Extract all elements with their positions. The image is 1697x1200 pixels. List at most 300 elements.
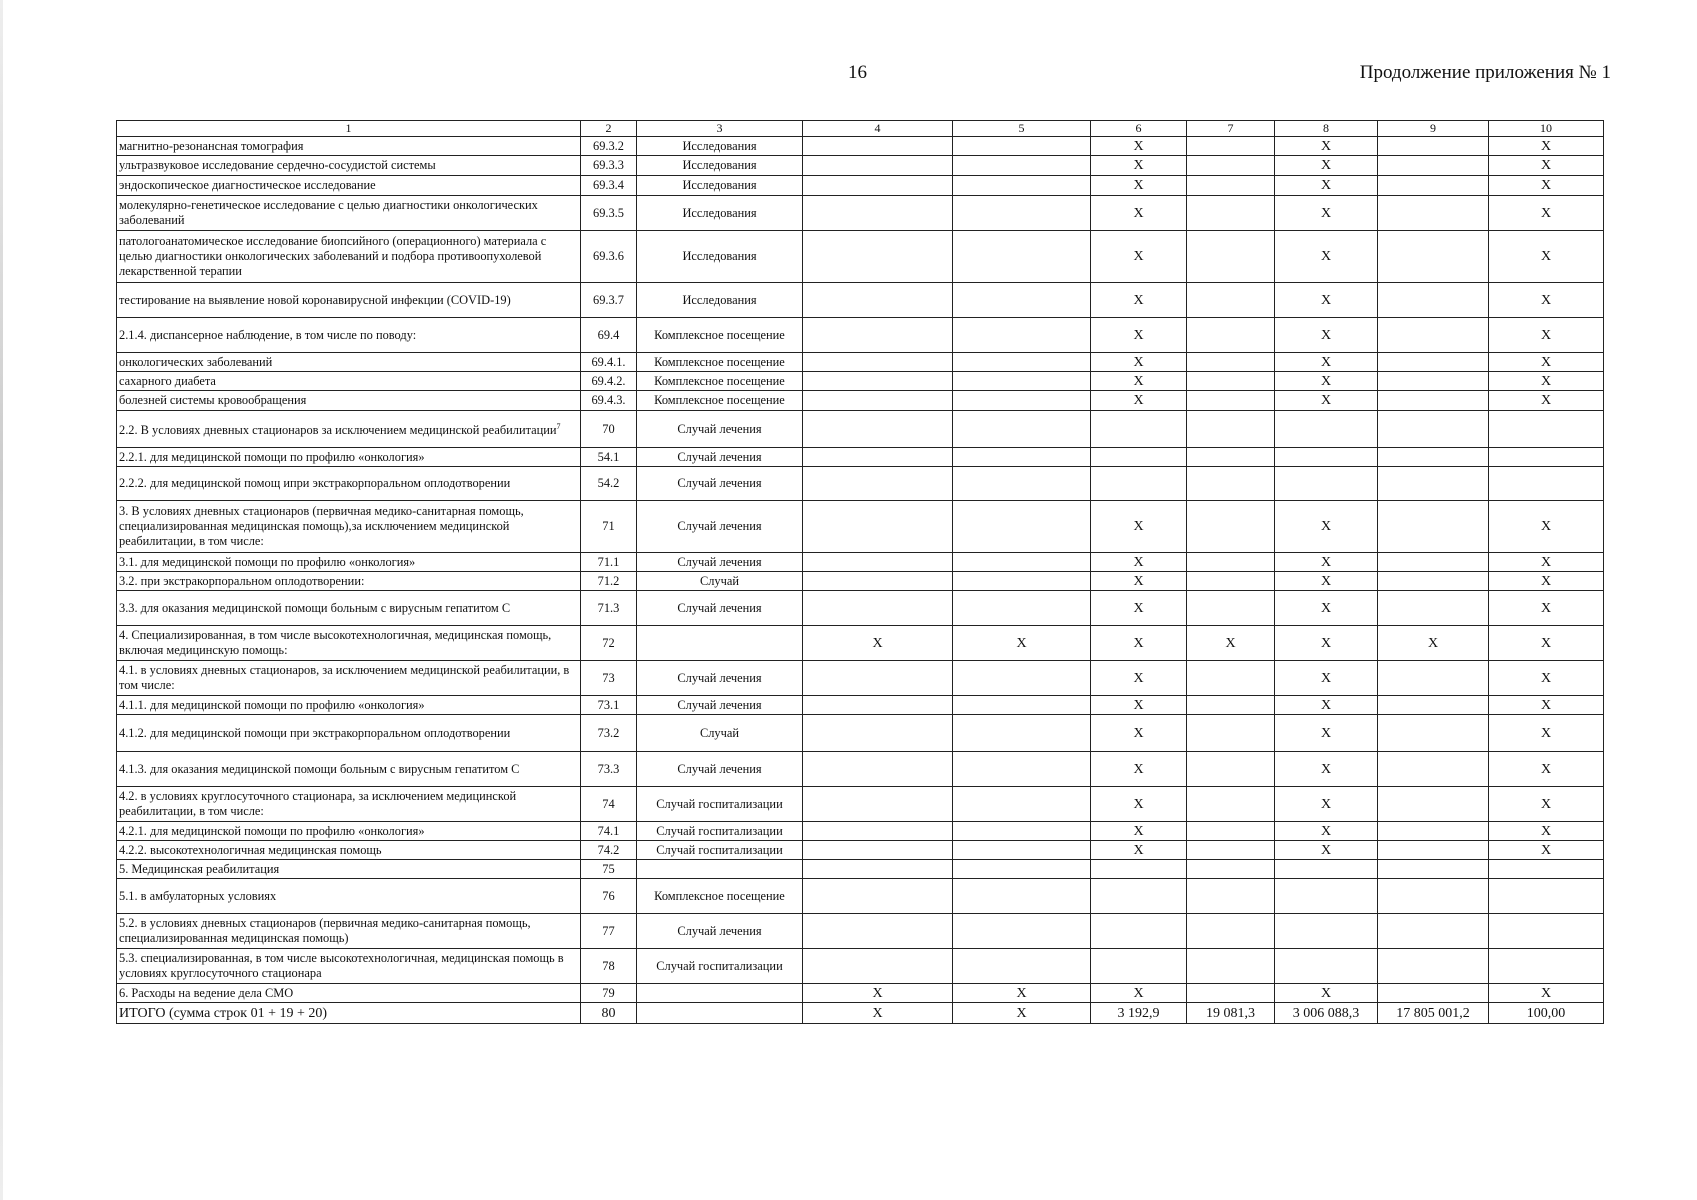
cell-text: X — [1540, 205, 1552, 221]
cell-text: X — [1540, 761, 1552, 777]
cell-text: X — [1133, 635, 1144, 651]
row-col9 — [1378, 231, 1489, 283]
cell-text: Исследования — [682, 138, 757, 153]
cell-text: 4.1.2. для медицинской помощи при экстракорпоральном оплодотворении — [119, 725, 511, 740]
total-col7: 19 081,3 — [1187, 1003, 1275, 1024]
table-row — [117, 156, 1604, 176]
cell-text: X — [1540, 158, 1552, 173]
table-row — [117, 391, 1604, 411]
appendix-title: Продолжение приложения № 1 — [1359, 62, 1611, 83]
column-header-6: 6 — [1091, 121, 1187, 137]
row-col8 — [1275, 914, 1378, 949]
row-name — [117, 196, 581, 231]
cell-text: магнитно-резонансная томография — [119, 138, 304, 153]
row-col10 — [1489, 196, 1604, 231]
cell-text: 78 — [602, 958, 615, 973]
row-col4 — [803, 372, 953, 391]
cell-text: Исследования — [682, 158, 757, 172]
cell-text: X — [872, 985, 883, 1001]
cell-text: X — [1133, 796, 1144, 812]
cell-text: 77 — [602, 923, 615, 938]
row-unit — [637, 448, 803, 467]
cell-text: молекулярно-генетическое исследование с целью диагностики онкологических заболеваний — [119, 198, 538, 227]
table-row — [117, 176, 1604, 196]
row-unit — [637, 156, 803, 176]
table-row — [117, 467, 1604, 501]
table-row — [117, 860, 1604, 879]
row-col6 — [1091, 787, 1187, 822]
row-col8 — [1275, 984, 1378, 1003]
row-col10 — [1489, 949, 1604, 984]
row-col5 — [953, 283, 1091, 318]
row-col10 — [1489, 391, 1604, 411]
page-number: 16 — [848, 62, 867, 83]
cell-text: 76 — [602, 888, 615, 903]
cell-text: X — [1225, 635, 1236, 651]
row-col8 — [1275, 860, 1378, 879]
row-col6 — [1091, 231, 1187, 283]
cell-text: X — [1320, 725, 1332, 741]
row-col5 — [953, 501, 1091, 553]
row-col8 — [1275, 231, 1378, 283]
row-name — [117, 318, 581, 353]
row-col9 — [1378, 283, 1489, 318]
row-code — [581, 949, 637, 984]
row-col9 — [1378, 372, 1489, 391]
row-col10 — [1489, 501, 1604, 553]
column-header-3: 3 — [637, 121, 803, 137]
cell-text: 6. Расходы на ведение дела СМО — [119, 985, 294, 1000]
cell-text: X — [1133, 519, 1144, 534]
cell-text: 54.1 — [597, 449, 620, 464]
row-col4 — [803, 591, 953, 626]
cell-text: Случай лечения — [677, 600, 762, 615]
cell-text: Исследования — [682, 292, 757, 307]
row-col4 — [803, 467, 953, 501]
column-header-7: 7 — [1187, 121, 1275, 137]
total-name: ИТОГО (сумма строк 01 + 19 + 20) — [117, 1003, 581, 1024]
table-row — [117, 715, 1604, 752]
cell-text: 73.3 — [597, 761, 620, 776]
row-name — [117, 353, 581, 372]
row-name — [117, 696, 581, 715]
row-code — [581, 572, 637, 591]
row-col6 — [1091, 501, 1187, 553]
cell-text: X — [1540, 373, 1552, 389]
cell-text: 4.1.3. для оказания медицинской помощи больным с вирусным гепатитом С — [119, 761, 520, 776]
row-unit — [637, 411, 803, 448]
row-code — [581, 391, 637, 411]
row-unit — [637, 591, 803, 626]
row-col4 — [803, 715, 953, 752]
row-col10 — [1489, 715, 1604, 752]
cell-text: X — [1540, 327, 1552, 343]
row-col9 — [1378, 661, 1489, 696]
row-col8 — [1275, 752, 1378, 787]
cell-text: 3.1. для медицинской помощи по профилю «онкология» — [119, 554, 416, 569]
cell-text: 72 — [602, 635, 615, 650]
cell-text: 3.2. при экстракорпоральном оплодотворении: — [119, 573, 365, 588]
row-col6 — [1091, 696, 1187, 715]
row-name — [117, 448, 581, 467]
row-col5 — [953, 467, 1091, 501]
cell-text: X — [1133, 985, 1144, 1001]
row-unit — [637, 879, 803, 914]
cell-text: X — [1133, 600, 1144, 616]
row-col4 — [803, 137, 953, 156]
column-header-9: 9 — [1378, 121, 1489, 137]
cell-text: X — [1540, 178, 1552, 193]
cell-text: X — [1320, 138, 1332, 154]
cell-text: 69.3.7 — [593, 292, 624, 307]
data-table — [116, 120, 1604, 1024]
row-col7 — [1187, 372, 1275, 391]
cell-text: X — [1320, 327, 1332, 343]
cell-text: Случай госпитализации — [656, 842, 783, 857]
row-code — [581, 501, 637, 553]
scan-edge — [0, 0, 3, 1200]
cell-text: 69.4.2. — [591, 373, 626, 388]
row-unit — [637, 196, 803, 231]
row-col8 — [1275, 283, 1378, 318]
row-col7 — [1187, 283, 1275, 318]
row-code — [581, 353, 637, 372]
cell-text: X — [1320, 354, 1332, 370]
cell-text: X — [1320, 178, 1332, 193]
cell-text: X — [1016, 985, 1027, 1001]
cell-text: X — [1320, 823, 1332, 839]
cell-text: 5. Медицинская реабилитация — [119, 861, 280, 876]
row-col8 — [1275, 661, 1378, 696]
row-code — [581, 661, 637, 696]
row-col7 — [1187, 715, 1275, 752]
row-col5 — [953, 448, 1091, 467]
row-name — [117, 787, 581, 822]
row-col5 — [953, 137, 1091, 156]
row-unit — [637, 372, 803, 391]
table-row — [117, 501, 1604, 553]
total-col9: 17 805 001,2 — [1378, 1003, 1489, 1024]
table-row — [117, 752, 1604, 787]
row-code — [581, 984, 637, 1003]
row-col8 — [1275, 156, 1378, 176]
row-name — [117, 572, 581, 591]
row-name — [117, 841, 581, 860]
cell-text: X — [1540, 670, 1552, 686]
row-col4 — [803, 879, 953, 914]
row-col4 — [803, 231, 953, 283]
total-row — [117, 1003, 1604, 1024]
row-col6 — [1091, 353, 1187, 372]
row-col7 — [1187, 860, 1275, 879]
row-name — [117, 752, 581, 787]
row-col4 — [803, 283, 953, 318]
row-unit — [637, 353, 803, 372]
table-row — [117, 196, 1604, 231]
row-col4 — [803, 860, 953, 879]
cell-text: X — [1133, 327, 1144, 343]
cell-text: X — [1540, 138, 1552, 154]
row-col6 — [1091, 661, 1187, 696]
cell-text: X — [1320, 796, 1332, 812]
cell-text: X — [1540, 635, 1552, 651]
row-col6 — [1091, 860, 1187, 879]
column-header-10: 10 — [1489, 121, 1604, 137]
cell-text: X — [1320, 158, 1332, 173]
cell-text: 73 — [602, 670, 615, 685]
column-header-4: 4 — [803, 121, 953, 137]
table-row — [117, 572, 1604, 591]
row-unit — [637, 467, 803, 501]
cell-text: 74.2 — [597, 842, 620, 857]
row-name — [117, 372, 581, 391]
row-col9 — [1378, 914, 1489, 949]
cell-text: эндоскопическое диагностическое исследование — [119, 178, 376, 192]
total-code: 80 — [581, 1003, 637, 1024]
row-col5 — [953, 949, 1091, 984]
row-col9 — [1378, 467, 1489, 501]
cell-text: Случай лечения — [677, 519, 762, 533]
table-row — [117, 696, 1604, 715]
cell-text: X — [1540, 725, 1552, 741]
cell-text: X — [1133, 823, 1144, 839]
row-col7 — [1187, 391, 1275, 411]
row-col4 — [803, 572, 953, 591]
row-col7 — [1187, 156, 1275, 176]
row-col10 — [1489, 696, 1604, 715]
row-col7 — [1187, 176, 1275, 196]
row-col6 — [1091, 283, 1187, 318]
row-col6 — [1091, 467, 1187, 501]
row-col5 — [953, 353, 1091, 372]
row-col9 — [1378, 318, 1489, 353]
cell-text: Случай лечения — [677, 761, 762, 776]
cell-text: X — [1320, 697, 1332, 713]
row-col8 — [1275, 448, 1378, 467]
row-col5 — [953, 787, 1091, 822]
cell-text: X — [1540, 519, 1552, 534]
row-name — [117, 501, 581, 553]
cell-text: ультразвуковое исследование сердечно-сосудистой системы — [119, 158, 436, 172]
row-col5 — [953, 860, 1091, 879]
row-col6 — [1091, 822, 1187, 841]
row-col5 — [953, 626, 1091, 661]
cell-text: X — [1320, 249, 1332, 264]
cell-text: 2.2.1. для медицинской помощи по профилю «онкология» — [119, 449, 425, 464]
row-col7 — [1187, 914, 1275, 949]
cell-text: X — [1540, 354, 1552, 370]
cell-text: 75 — [602, 861, 615, 876]
cell-text: Комплексное посещение — [654, 327, 785, 342]
cell-text: патологоанатомическое исследование биопсийного (операционного) материала с целью диагностики онкологических заболеваний и подбора противоопухолевой лекарственной терапии — [119, 234, 547, 278]
cell-text: онкологических заболеваний — [119, 354, 273, 369]
row-col9 — [1378, 696, 1489, 715]
cell-text: X — [1540, 573, 1552, 589]
row-col10 — [1489, 752, 1604, 787]
total-col10: 100,00 — [1489, 1003, 1604, 1024]
cell-text: X — [1320, 761, 1332, 777]
cell-text: X — [1133, 249, 1144, 264]
table-row — [117, 318, 1604, 353]
row-col7 — [1187, 553, 1275, 572]
cell-text: 3. В условиях дневных стационаров (первичная медико-санитарная помощь, специализированная медицинская помощь),за исключением медицинской реабилитации, в том числе: — [119, 504, 524, 548]
row-col9 — [1378, 156, 1489, 176]
total-col6: 3 192,9 — [1091, 1003, 1187, 1024]
row-col5 — [953, 984, 1091, 1003]
row-col7 — [1187, 984, 1275, 1003]
row-unit — [637, 661, 803, 696]
row-col5 — [953, 553, 1091, 572]
row-unit — [637, 715, 803, 752]
row-unit — [637, 841, 803, 860]
cell-text: 4.2. в условиях круглосуточного стационара, за исключением медицинской реабилитации, в том числе: — [119, 789, 517, 818]
row-col6 — [1091, 196, 1187, 231]
row-col10 — [1489, 156, 1604, 176]
cell-text: Комплексное посещение — [654, 393, 785, 407]
row-col4 — [803, 626, 953, 661]
row-col8 — [1275, 467, 1378, 501]
row-col7 — [1187, 879, 1275, 914]
row-col8 — [1275, 787, 1378, 822]
row-col9 — [1378, 411, 1489, 448]
cell-text: 5.3. специализированная, в том числе высокотехнологичная, медицинская помощь в условиях круглосуточного стационара — [119, 951, 564, 980]
row-name — [117, 822, 581, 841]
row-unit — [637, 501, 803, 553]
row-code — [581, 696, 637, 715]
total-col5: X — [953, 1003, 1091, 1024]
row-name — [117, 467, 581, 501]
cell-text: X — [1320, 842, 1332, 858]
cell-text: X — [1320, 635, 1332, 651]
cell-text: Исследования — [682, 249, 757, 263]
row-col8 — [1275, 626, 1378, 661]
row-col8 — [1275, 176, 1378, 196]
table-row — [117, 448, 1604, 467]
row-unit — [637, 176, 803, 196]
row-code — [581, 372, 637, 391]
cell-text: X — [1133, 842, 1144, 858]
cell-text: 69.4.3. — [591, 393, 626, 407]
row-col4 — [803, 696, 953, 715]
row-col8 — [1275, 411, 1378, 448]
row-code — [581, 591, 637, 626]
row-col5 — [953, 661, 1091, 696]
cell-text: Случай лечения — [677, 923, 762, 938]
table-row — [117, 787, 1604, 822]
row-col7 — [1187, 949, 1275, 984]
row-col10 — [1489, 372, 1604, 391]
row-name — [117, 860, 581, 879]
table-row — [117, 984, 1604, 1003]
cell-text: X — [872, 635, 883, 651]
row-col5 — [953, 318, 1091, 353]
cell-text: X — [1320, 519, 1332, 534]
row-col6 — [1091, 572, 1187, 591]
row-name — [117, 391, 581, 411]
row-name — [117, 715, 581, 752]
row-col10 — [1489, 137, 1604, 156]
cell-text: X — [1133, 393, 1144, 408]
cell-text: 69.3.3 — [593, 158, 624, 172]
row-col6 — [1091, 984, 1187, 1003]
table-row — [117, 231, 1604, 283]
row-unit — [637, 391, 803, 411]
row-name — [117, 176, 581, 196]
row-col10 — [1489, 553, 1604, 572]
column-header-8: 8 — [1275, 121, 1378, 137]
row-col7 — [1187, 841, 1275, 860]
row-col9 — [1378, 572, 1489, 591]
row-col5 — [953, 572, 1091, 591]
cell-text: 71.2 — [597, 573, 620, 588]
row-col9 — [1378, 196, 1489, 231]
cell-text: X — [1540, 554, 1552, 570]
row-col10 — [1489, 318, 1604, 353]
row-unit — [637, 572, 803, 591]
row-col7 — [1187, 501, 1275, 553]
cell-text: X — [1133, 697, 1144, 713]
cell-text: X — [1320, 205, 1332, 221]
row-col10 — [1489, 448, 1604, 467]
table-row — [117, 591, 1604, 626]
row-code — [581, 318, 637, 353]
row-code — [581, 879, 637, 914]
row-col6 — [1091, 156, 1187, 176]
row-col5 — [953, 752, 1091, 787]
cell-text: X — [1540, 249, 1552, 264]
table-row — [117, 822, 1604, 841]
cell-text: 5.2. в условиях дневных стационаров (первичная медико-санитарная помощь, специализированная медицинская помощь) — [119, 916, 531, 945]
cell-text: X — [1320, 554, 1332, 570]
row-col5 — [953, 841, 1091, 860]
table-row — [117, 879, 1604, 914]
row-col5 — [953, 591, 1091, 626]
row-col6 — [1091, 914, 1187, 949]
row-col6 — [1091, 448, 1187, 467]
row-col4 — [803, 822, 953, 841]
row-col5 — [953, 196, 1091, 231]
row-col9 — [1378, 822, 1489, 841]
row-code — [581, 715, 637, 752]
row-col7 — [1187, 411, 1275, 448]
row-code — [581, 137, 637, 156]
row-col8 — [1275, 822, 1378, 841]
row-name — [117, 411, 581, 448]
cell-text: Случай госпитализации — [656, 958, 783, 973]
row-col10 — [1489, 984, 1604, 1003]
cell-text: X — [1133, 554, 1144, 570]
table-row — [117, 411, 1604, 448]
row-name — [117, 553, 581, 572]
cell-text: X — [1133, 354, 1144, 370]
cell-text: 71.3 — [597, 600, 620, 615]
row-col6 — [1091, 137, 1187, 156]
cell-text: X — [1320, 573, 1332, 589]
cell-text: 69.3.2 — [593, 138, 624, 153]
row-unit — [637, 914, 803, 949]
cell-text: 54.2 — [597, 476, 620, 490]
row-name — [117, 591, 581, 626]
cell-text: Случай лечения — [677, 670, 762, 685]
row-col8 — [1275, 591, 1378, 626]
row-col9 — [1378, 137, 1489, 156]
row-col10 — [1489, 231, 1604, 283]
row-col4 — [803, 949, 953, 984]
row-col4 — [803, 501, 953, 553]
cell-text: X — [1320, 373, 1332, 389]
cell-text: Случай — [699, 725, 739, 740]
table-body — [117, 137, 1604, 1003]
